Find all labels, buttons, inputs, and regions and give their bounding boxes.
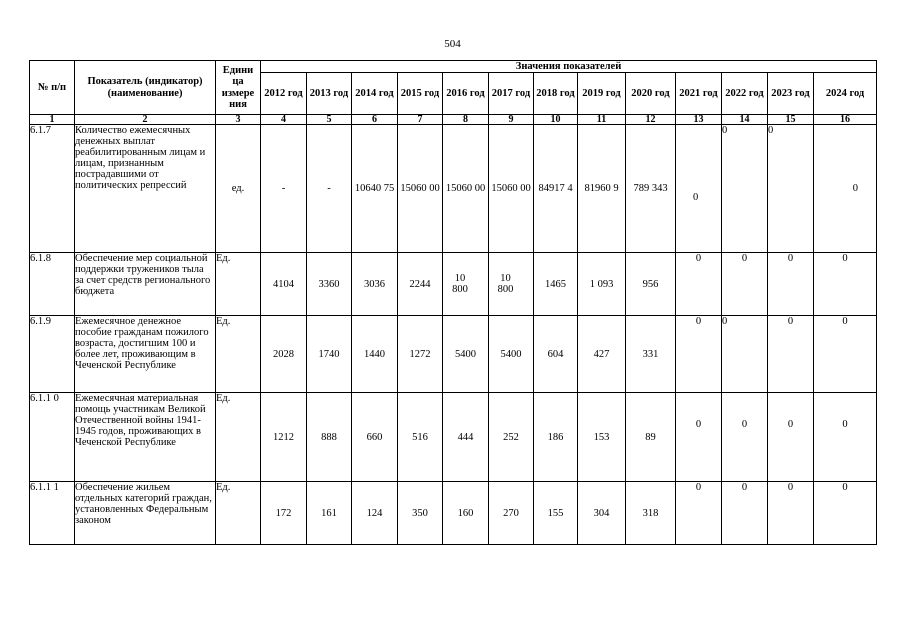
column-number: 4 (261, 115, 307, 125)
indicators-table (29, 60, 877, 545)
row-value: 15060 00 (443, 125, 489, 253)
row-value: 0 (768, 316, 814, 393)
row-value: 318 (626, 482, 676, 545)
row-value: 81960 9 (578, 125, 626, 253)
header-year: 2024 год (814, 73, 877, 115)
row-number: 6.1.7 (30, 125, 75, 253)
header-unit: Едини ца измере ния (216, 61, 261, 115)
column-number: 13 (676, 115, 722, 125)
row-value: 0 (814, 125, 877, 253)
row-value: 252 (489, 393, 534, 482)
row-value: 10640 75 (352, 125, 398, 253)
header-year: 2018 год (534, 73, 578, 115)
row-value: 270 (489, 482, 534, 545)
row-value: 0 (768, 482, 814, 545)
column-number: 15 (768, 115, 814, 125)
header-year: 2019 год (578, 73, 626, 115)
header-year: 2012 год (261, 73, 307, 115)
table-row (30, 253, 877, 316)
row-value: 0 (676, 253, 722, 316)
row-value: 604 (534, 316, 578, 393)
row-value: 304 (578, 482, 626, 545)
row-unit: Ед. (216, 316, 261, 393)
row-value: 427 (578, 316, 626, 393)
row-value: 331 (626, 316, 676, 393)
row-unit: Ед. (216, 253, 261, 316)
row-value: 1440 (352, 316, 398, 393)
row-value: 0 (722, 482, 768, 545)
table-row (30, 482, 877, 545)
row-value: 1272 (398, 316, 443, 393)
column-number: 6 (352, 115, 398, 125)
header-year: 2023 год (768, 73, 814, 115)
column-number: 10 (534, 115, 578, 125)
row-value: 0 (676, 482, 722, 545)
header-year: 2014 год (352, 73, 398, 115)
header-year: 2020 год (626, 73, 676, 115)
row-value: 350 (398, 482, 443, 545)
row-value: 789 343 (626, 125, 676, 253)
row-value: 0 (814, 316, 877, 393)
column-number: 5 (307, 115, 352, 125)
row-value: 1465 (534, 253, 578, 316)
column-number: 7 (398, 115, 443, 125)
row-value: 0 (768, 393, 814, 482)
column-number: 12 (626, 115, 676, 125)
row-value: 0 (676, 393, 722, 482)
header-year: 2013 год (307, 73, 352, 115)
row-value: 1212 (261, 393, 307, 482)
row-value: 4104 (261, 253, 307, 316)
row-indicator: Количество ежемесячных денежных выплат реабилитированным лицам и лицам, признанным пострадавшими от политических репрессий (75, 125, 216, 253)
row-indicator: Ежемесячная материальная помощь участникам Великой Отечественной войны 1941-1945 годов, проживающих в Чеченской Республике (75, 393, 216, 482)
column-number: 16 (814, 115, 877, 125)
column-number: 8 (443, 115, 489, 125)
row-value: - (307, 125, 352, 253)
header-year: 2015 год (398, 73, 443, 115)
row-value: 160 (443, 482, 489, 545)
table-row (30, 316, 877, 393)
row-value: 0 (814, 253, 877, 316)
column-number: 2 (75, 115, 216, 125)
row-number: 6.1.8 (30, 253, 75, 316)
header-year: 2016 год (443, 73, 489, 115)
row-value: 0 (768, 253, 814, 316)
row-value: 0 (722, 316, 768, 393)
row-unit: Ед. (216, 393, 261, 482)
row-indicator: Обеспечение жильем отдельных категорий граждан, установленных Федеральным законом (75, 482, 216, 545)
row-value: 89 (626, 393, 676, 482)
row-value: 0 (676, 316, 722, 393)
row-value: 660 (352, 393, 398, 482)
row-value: 516 (398, 393, 443, 482)
column-number: 11 (578, 115, 626, 125)
row-value: 186 (534, 393, 578, 482)
row-unit: Ед. (216, 482, 261, 545)
row-value: 172 (261, 482, 307, 545)
header-indicator: Показатель (индикатор) (наименование) (75, 61, 216, 115)
row-value: 956 (626, 253, 676, 316)
row-value: 2028 (261, 316, 307, 393)
row-value: 124 (352, 482, 398, 545)
row-value: 0 (814, 393, 877, 482)
page-number: 504 (444, 38, 461, 50)
header-year: 2022 год (722, 73, 768, 115)
row-value: 153 (578, 393, 626, 482)
column-number: 9 (489, 115, 534, 125)
row-indicator: Ежемесячное денежное пособие гражданам пожилого возраста, достигшим 100 и более лет, проживающим в Чеченской Республике (75, 316, 216, 393)
row-value: 0 (722, 253, 768, 316)
column-number: 14 (722, 115, 768, 125)
header-values: Значения показателей (261, 61, 877, 73)
row-value: 15060 00 (398, 125, 443, 253)
column-number: 1 (30, 115, 75, 125)
header-year: 2017 год (489, 73, 534, 115)
row-value: 0 (814, 482, 877, 545)
row-value: 1740 (307, 316, 352, 393)
row-value: 888 (307, 393, 352, 482)
row-value: 0 (722, 393, 768, 482)
row-value: 10 800 (489, 253, 534, 316)
row-unit: ед. (216, 125, 261, 253)
row-value: 161 (307, 482, 352, 545)
header-num: № п/п (30, 61, 75, 115)
row-value: 1 093 (578, 253, 626, 316)
row-value: 5400 (443, 316, 489, 393)
row-number: 6.1.1 0 (30, 393, 75, 482)
row-indicator: Обеспечение мер социальной поддержки тружеников тыла за счет средств регионального бюджета (75, 253, 216, 316)
row-value: 10 800 (443, 253, 489, 316)
table-row (30, 125, 877, 253)
row-value: 0 (676, 125, 722, 253)
header-year: 2021 год (676, 73, 722, 115)
row-value: 444 (443, 393, 489, 482)
row-value: - (261, 125, 307, 253)
row-value: 2244 (398, 253, 443, 316)
row-value: 3360 (307, 253, 352, 316)
row-value: 0 (768, 125, 814, 253)
column-number: 3 (216, 115, 261, 125)
row-value: 155 (534, 482, 578, 545)
row-value: 5400 (489, 316, 534, 393)
row-number: 6.1.9 (30, 316, 75, 393)
table-row (30, 393, 877, 482)
row-value: 3036 (352, 253, 398, 316)
row-value: 0 (722, 125, 768, 253)
row-value: 84917 4 (534, 125, 578, 253)
row-value: 15060 00 (489, 125, 534, 253)
row-number: 6.1.1 1 (30, 482, 75, 545)
